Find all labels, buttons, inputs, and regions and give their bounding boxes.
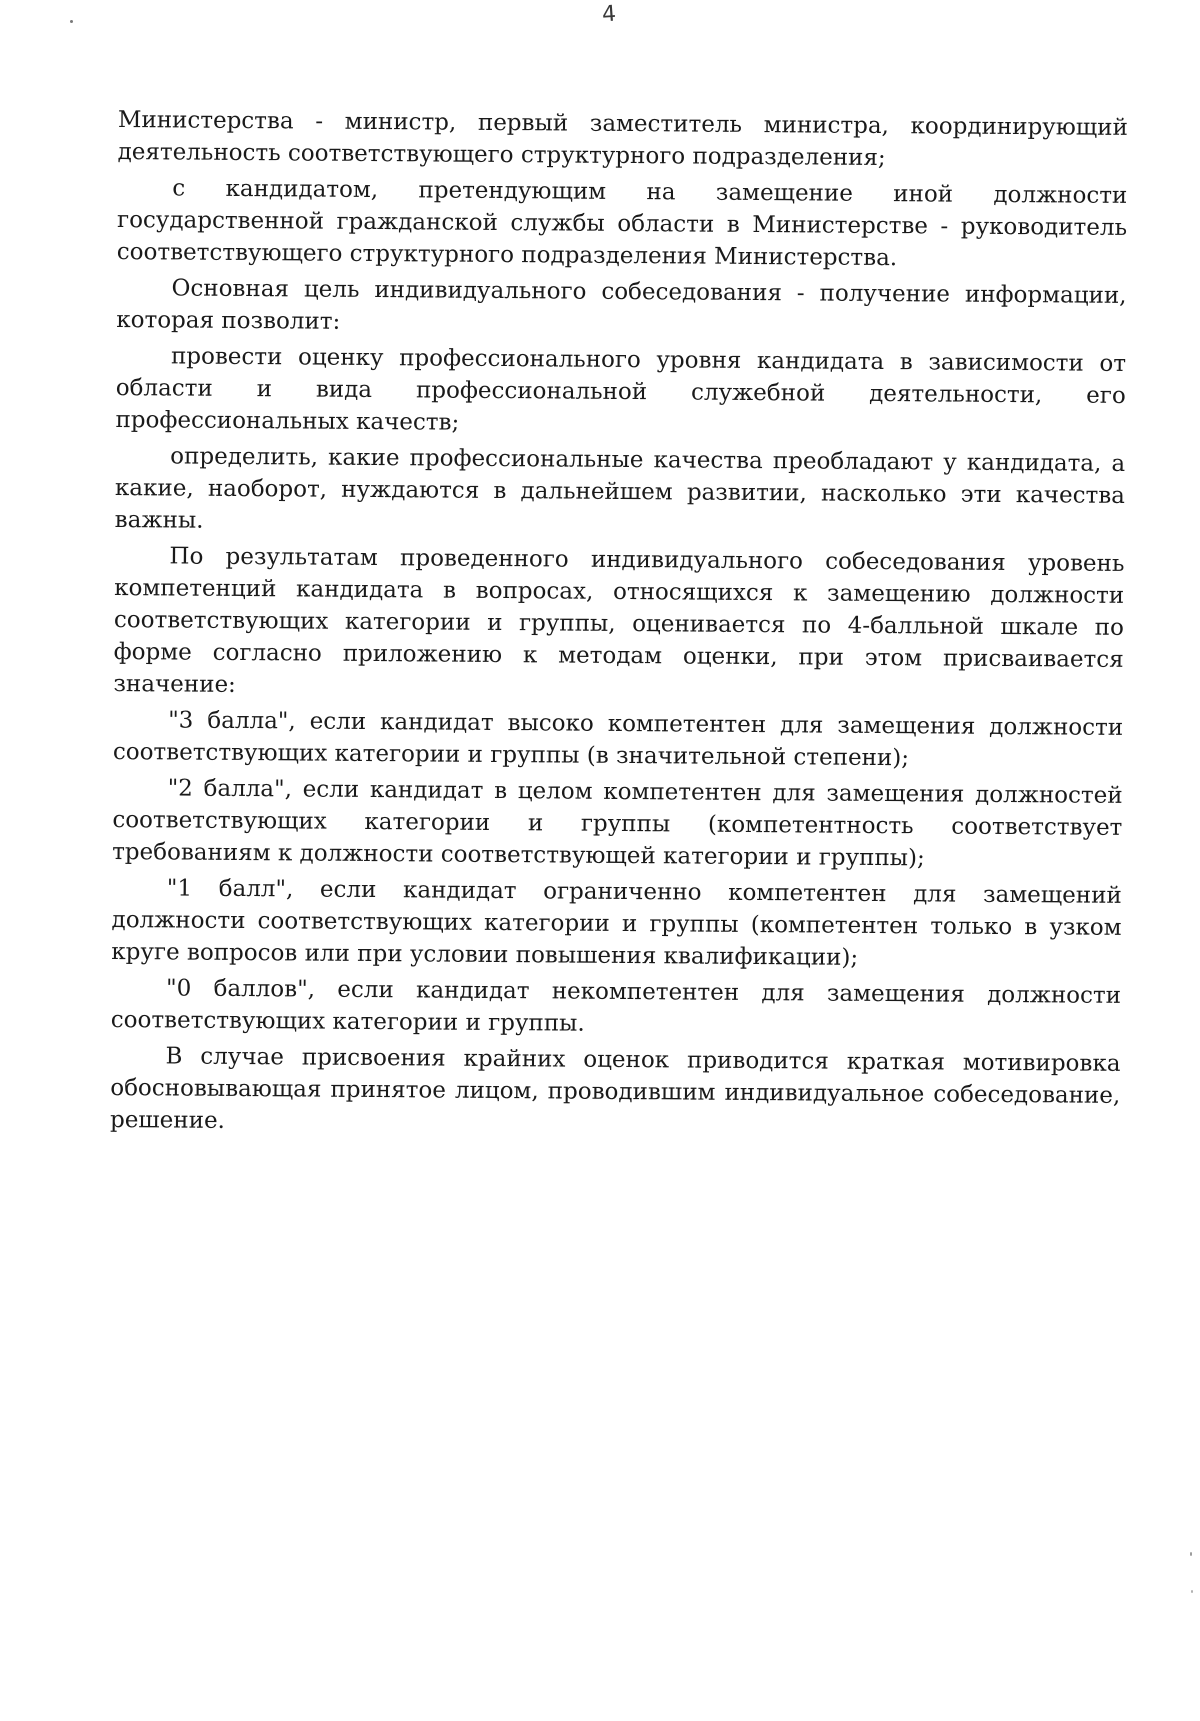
paragraph-assess-level: провести оценку профессионального уровня кандидата в зависимости от области и вида профессиональной служебной деятельности, его профессиональных качеств; bbox=[115, 343, 1127, 436]
paragraph-determine-qualities: определить, какие профессиональные качества преобладают у кандидата, а какие, наоборот, нуждаются в дальнейшем развитии, насколько эти качества важны. bbox=[114, 443, 1126, 534]
paragraph-other-position-interviewer: с кандидатом, претендующим на замещение иной должности государственной гражданской службы области в Министерстве - руководитель соответствующего структурного подразделения Министерства. bbox=[116, 175, 1128, 272]
paragraph-score-2: "2 балла", если кандидат в целом компетентен для замещения должностей соответствующих категории и группы (компетентность соответствует требованиям к должности соответствующей категории и группы); bbox=[112, 775, 1123, 872]
document-body bbox=[110, 104, 1128, 1148]
paragraph-extreme-scores: В случае присвоения крайних оценок приводится краткая мотивировка обосновывающая принятое лицом, проводившим индивидуальное собеседование, решение. bbox=[109, 1043, 1121, 1134]
paragraph-scoring-scale: По результатам проведенного индивидуального собеседования уровень компетенций кандидата в вопросах, относящихся к замещению должности соответствующих категории и группы, оценивается по 4-балльной шкале по форме согласно приложению к методам оценки, при этом присваивается значение: bbox=[113, 543, 1125, 698]
paragraph-interview-goal: Основная цель индивидуального собеседования - получение информации, которая позволит: bbox=[116, 275, 1127, 335]
scan-speck bbox=[1191, 1590, 1193, 1593]
paragraph-score-0: "0 баллов", если кандидат некомпетентен для замещения должности соответствующих категории и группы. bbox=[110, 975, 1122, 1037]
paragraph-ministry-interviewers: Министерства - министр, первый заместитель министра, координирующий деятельность соответствующего структурного подразделения; bbox=[117, 106, 1128, 172]
scan-speck bbox=[1190, 1552, 1192, 1556]
scan-speck bbox=[70, 20, 73, 23]
paragraph-score-1: "1 балл", если кандидат ограниченно компетентен для замещений должности соответствующих категории и группы (компетентен только в узком круге вопросов или при условии повышения квалификации); bbox=[111, 875, 1122, 971]
paragraph-score-3: "3 балла", если кандидат высоко компетентен для замещения должности соответствующих категории и группы (в значительной степени); bbox=[112, 707, 1124, 772]
page-number: 4 bbox=[601, 1, 617, 28]
